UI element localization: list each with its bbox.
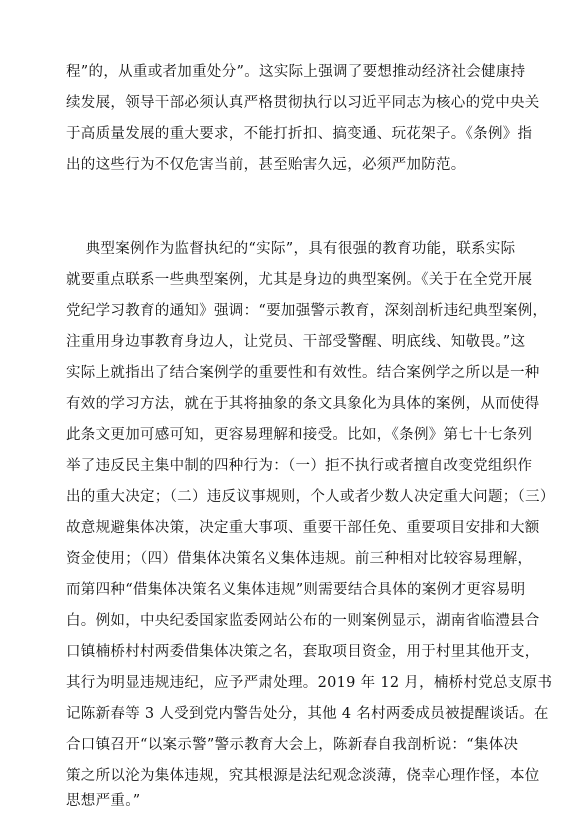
text-line: 口镇楠桥村村两委借集体决策之名，套取项目资金，用于村里其他开支， (66, 644, 540, 660)
text-line: 其行为明显违规违纪，应予严肃处理。2019 年 12 月，楠桥村党总支原书 (66, 675, 553, 691)
text-line: 此条文更加可感可知，更容易理解和接受。比如，《条例》第七十七条列 (66, 427, 533, 443)
text-line: 合口镇召开“以案示警”警示教育大会上，陈新春自我剖析说：“集体决 (66, 737, 519, 753)
text-line: 实际上就指出了结合案例学的重要性和有效性。结合案例学之所以是一种 (66, 365, 540, 381)
text-line: 而第四种“借集体决策名义集体违规”则需要结合具体的案例才更容易明 (66, 582, 526, 598)
text-line: 注重用身边事教育身边人，让党员、干部受警醒、明底线、知敬畏。”这 (66, 334, 526, 350)
text-line: 记陈新春等 3 人受到党内警告处分，其他 4 名村两委成员被提醒谈话。在 (66, 706, 549, 722)
text-line: 出的这些行为不仅危害当前，甚至贻害久远，必须严加防范。 (66, 157, 466, 173)
text-line: 有效的学习方法，就在于其将抽象的条文具象化为具体的案例，从而使得 (66, 396, 540, 412)
text-line: 故意规避集体决策，决定重大事项、重要干部任免、重要项目安排和大额 (66, 520, 540, 536)
text-line: 白。例如，中央纪委国家监委网站公布的一则案例显示，湖南省临澧县合 (66, 613, 540, 629)
text-line: 就要重点联系一些典型案例，尤其是身边的典型案例。《关于在全党开展 (66, 272, 533, 288)
text-line: 举了违反民主集中制的四种行为：（一）拒不执行或者擅自改变党组织作 (66, 458, 533, 474)
text-line: 党纪学习教育的通知》强调：“要加强警示教育，深刻剖析违纪典型案例， (66, 303, 548, 319)
text-line: 出的重大决定；（二）违反议事规则，个人或者少数人决定重大问题；（三） (66, 489, 555, 505)
text-line: 思想严重。” (66, 793, 141, 809)
text-line: 典型案例作为监督执纪的“实际”，具有很强的教育功能，联系实际 (66, 241, 516, 257)
text-line: 资金使用；（四）借集体决策名义集体违规。前三种相对比较容易理解， (66, 551, 533, 567)
text-line: 程”的，从重或者加重处分”。这实际上强调了要想推动经济社会健康持 (66, 64, 526, 80)
text-line: 策之所以沦为集体违规，究其根源是法纪观念淡薄，侥幸心理作怪，本位 (66, 768, 540, 784)
text-line: 续发展，领导干部必须认真严格贯彻执行以习近平同志为核心的党中央关 (66, 95, 540, 111)
text-line: 于高质量发展的重大要求，不能打折扣、搞变通、玩花架子。《条例》指 (66, 126, 533, 142)
